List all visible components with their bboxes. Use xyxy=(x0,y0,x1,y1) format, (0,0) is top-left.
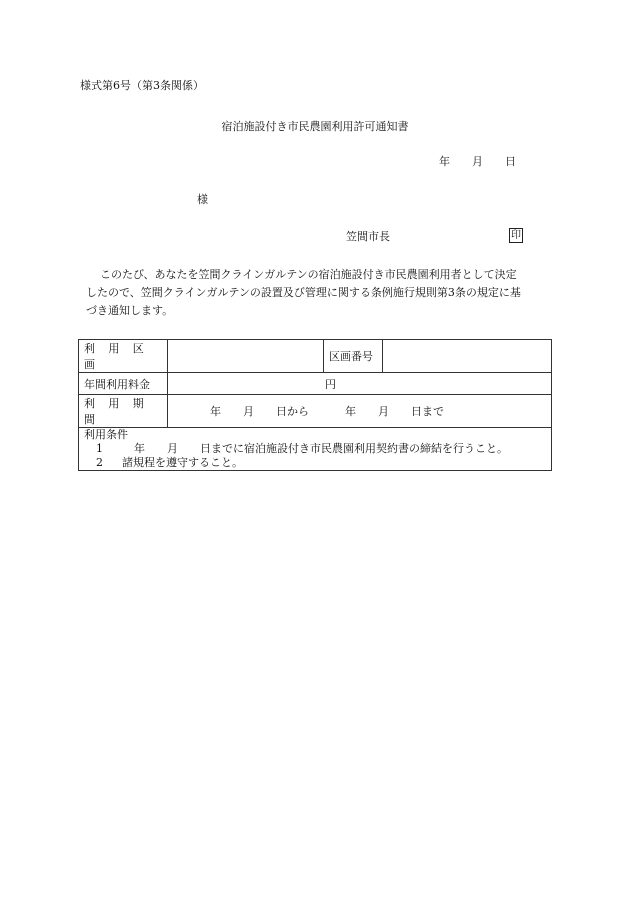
fee-unit: 円 xyxy=(168,373,552,395)
date-year-label: 年 xyxy=(439,155,450,168)
document-title: 宿泊施設付き市民農園利用許可通知書 xyxy=(221,120,409,133)
issuer-name: 笠間市長 xyxy=(346,230,390,243)
body-line-2: したので、笠間クラインガルテンの設置及び管理に関する条例施行規則第3条の規定に基 xyxy=(86,286,521,299)
date-day-label: 日 xyxy=(505,155,516,168)
plot-label: 利 用 区 画 xyxy=(79,340,168,373)
recipient-suffix: 様 xyxy=(197,193,208,206)
fee-row xyxy=(79,373,552,395)
form-number: 様式第6号（第3条関係） xyxy=(80,79,204,92)
period-from: 日から xyxy=(276,405,309,418)
fee-label: 年間利用料金 xyxy=(79,373,168,395)
period-month-2: 月 xyxy=(378,405,389,418)
plot-number-label: 区画番号 xyxy=(324,340,383,373)
conditions-row xyxy=(79,428,552,471)
body-line-1: このたび、あなたを笠間クラインガルテンの宿泊施設付き市民農園利用者として決定 xyxy=(100,268,517,281)
period-to: 日まで xyxy=(411,405,444,418)
body-line-3: づき通知します。 xyxy=(86,304,174,317)
seal-mark: 印 xyxy=(511,230,521,241)
period-month-1: 月 xyxy=(243,405,254,418)
permit-details-table xyxy=(78,339,552,471)
date-month-label: 月 xyxy=(472,155,483,168)
plot-value xyxy=(168,340,324,373)
period-year-2: 年 xyxy=(345,405,356,418)
date-line xyxy=(439,156,516,167)
condition-item-2: 2 諸規程を遵守すること。 xyxy=(96,456,243,469)
period-label: 利 用 期 間 xyxy=(79,395,168,428)
period-row xyxy=(79,395,552,428)
notice-body xyxy=(80,266,552,320)
plot-number-value xyxy=(383,340,552,373)
plot-row xyxy=(79,340,552,373)
condition-item-1: 1 年 月 日までに宿泊施設付き市民農園利用契約書の締結を行うこと。 xyxy=(96,442,508,455)
period-year-1: 年 xyxy=(210,405,221,418)
period-value xyxy=(168,395,552,428)
conditions-label: 利用条件 xyxy=(84,428,128,441)
conditions-cell xyxy=(79,428,552,471)
